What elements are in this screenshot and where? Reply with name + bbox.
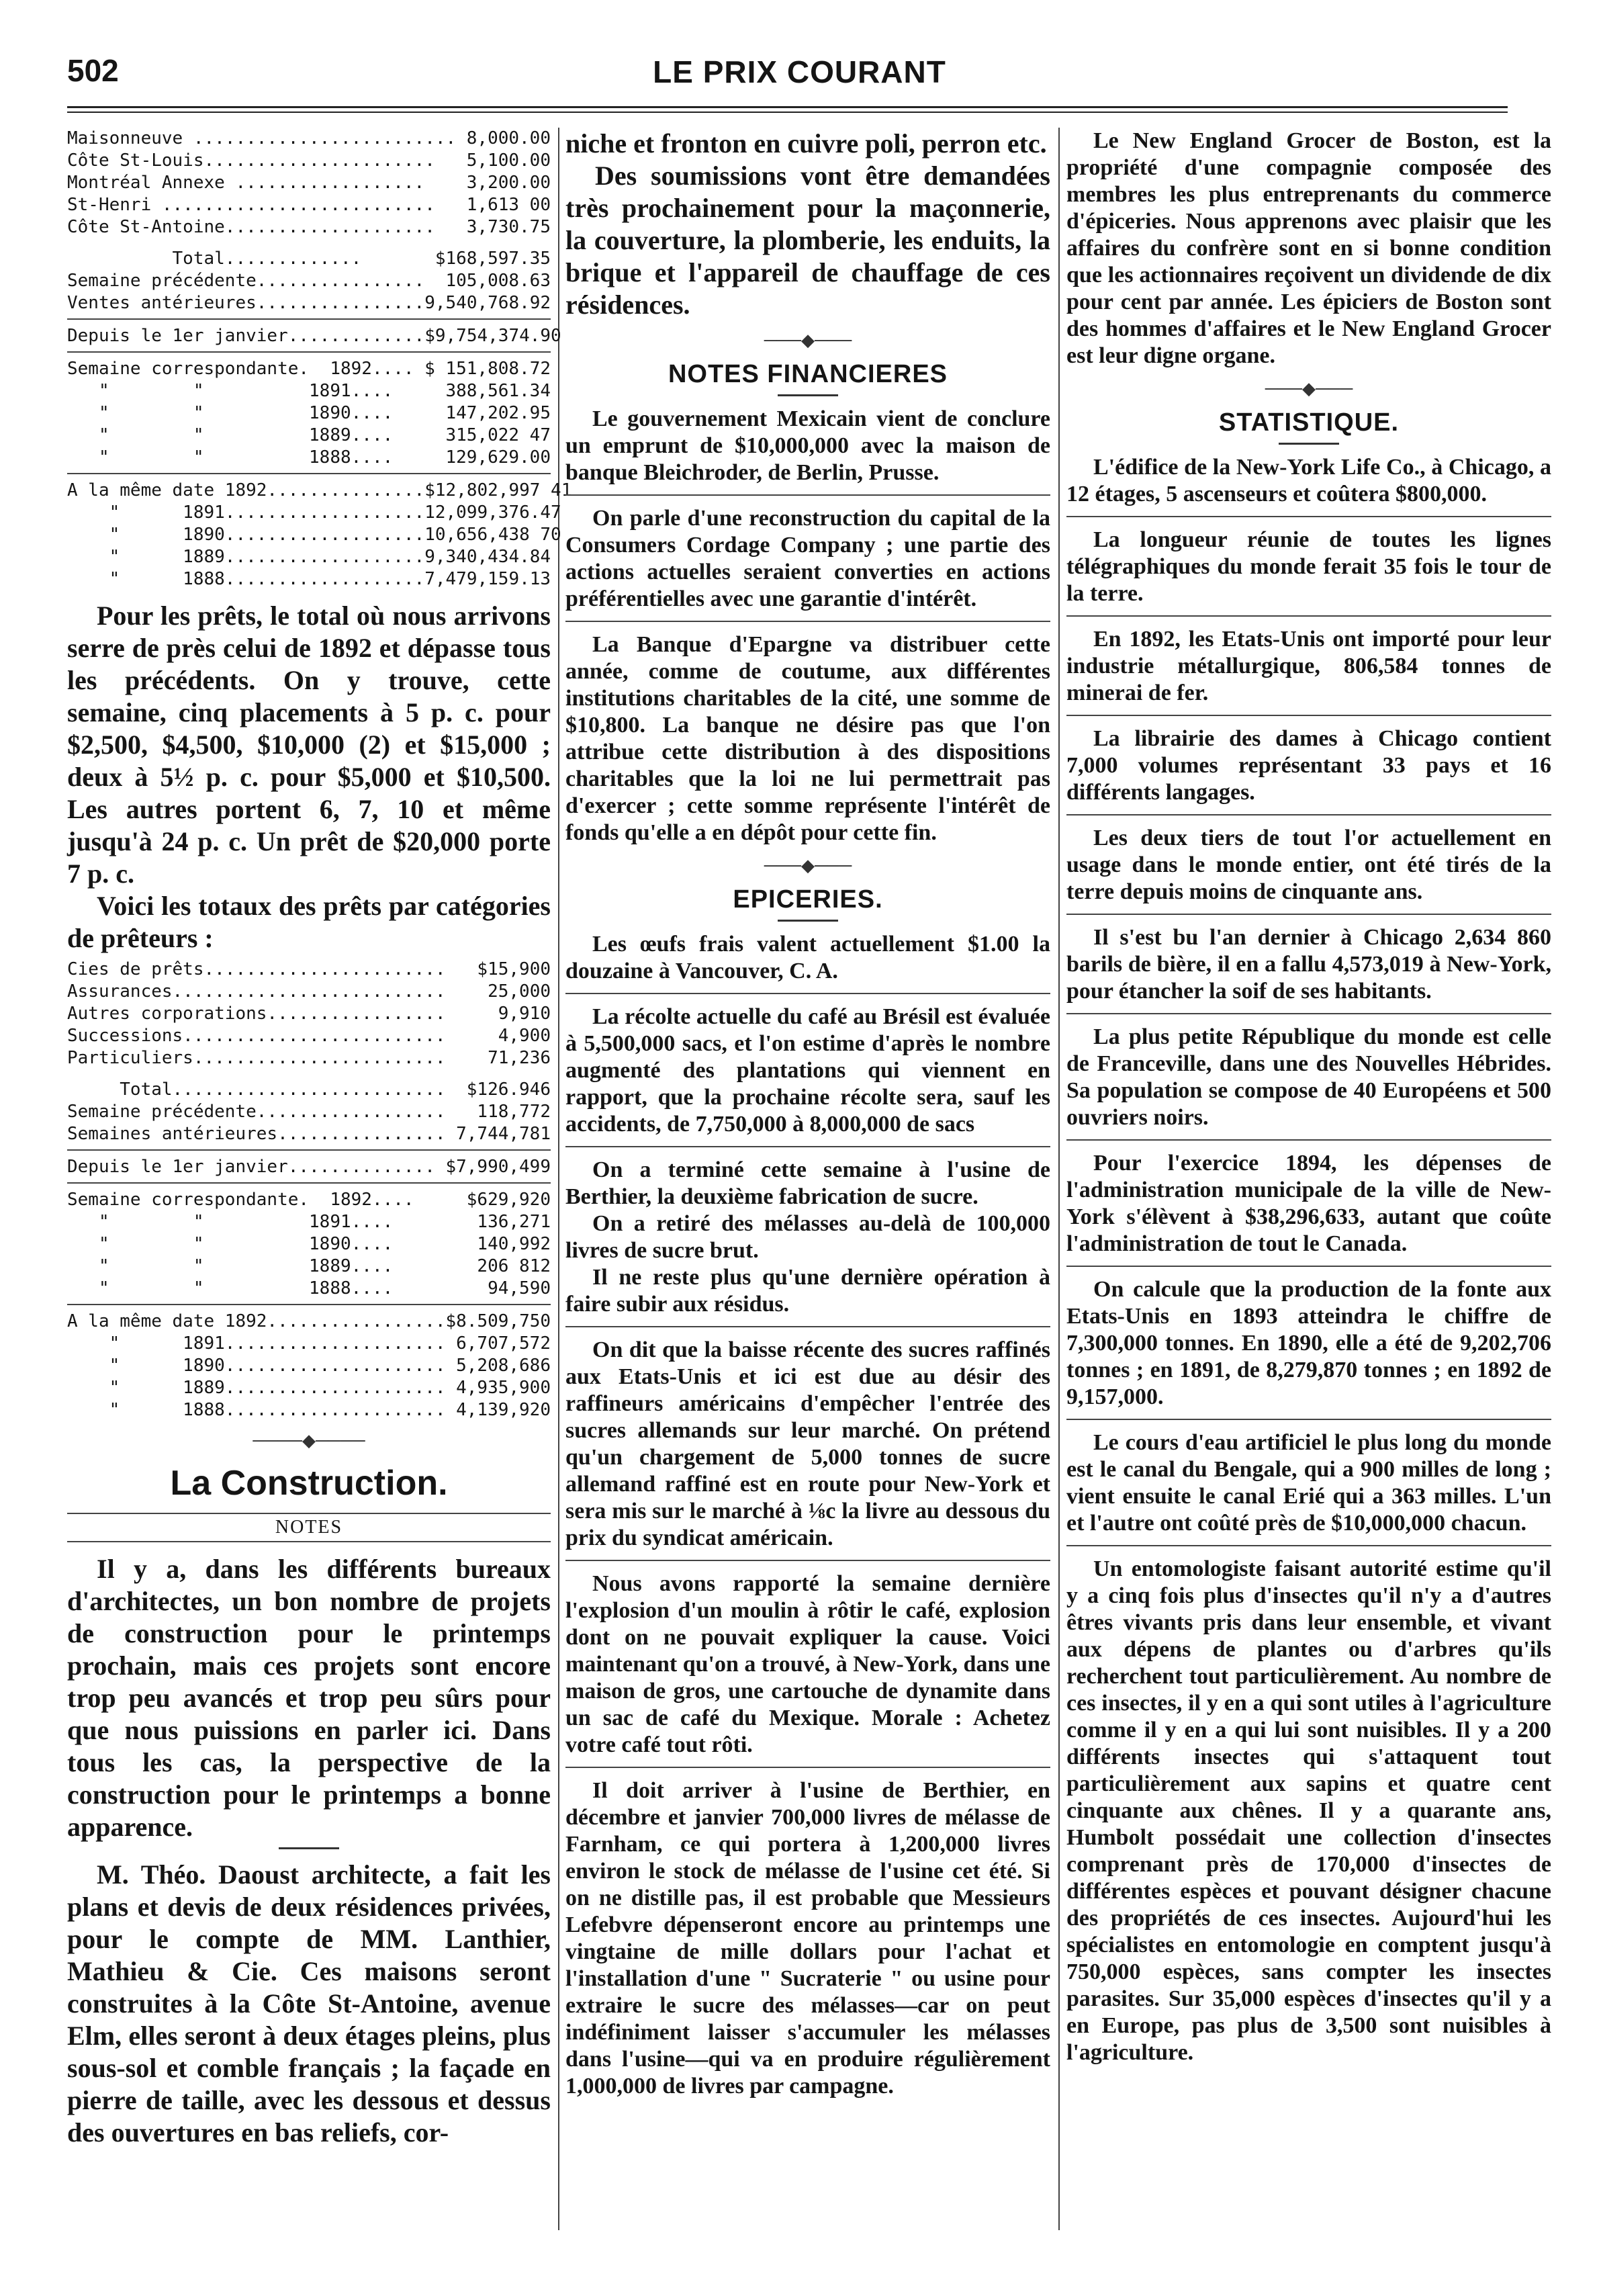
- item-separator: [565, 993, 1050, 994]
- ledger-total-row: Total............. $168,597.35: [67, 249, 551, 269]
- statistic-item: Pour l'exercice 1894, les dépenses de l'administration municipale de la ville de New-York s'élèvent à $38,296,633, autant que coûte l'administration de tout le Canada.: [1066, 1151, 1551, 1256]
- column-divider-2: [1058, 128, 1060, 2230]
- statistic-item: Le cours d'eau artificiel le plus long du monde est le canal du Bengale, qui a 900 milles de long ; vient ensuite le canal Erié qui a 363 milles. L'un et l'autre ont coûté près de $10,000,000 chacun.: [1066, 1430, 1551, 1536]
- ledger-row: Assurances.......................... 25,000: [67, 981, 551, 1002]
- ledger-row: " " 1888.... 129,629.00: [67, 447, 551, 468]
- item-separator: [1066, 615, 1551, 617]
- page-title: LE PRIX COURANT: [653, 54, 946, 89]
- construction-continued: niche et fronton en cuivre poli, perron etc.: [565, 128, 1047, 159]
- ledger-row: Montréal Annexe .................. 3,200.00: [67, 173, 551, 193]
- ledger-row: " 1888..................... 4,139,920: [67, 1400, 551, 1420]
- ledger-row: Semaine correspondante. 1892.... $ 151,808.72: [67, 359, 551, 379]
- item-separator: [1066, 1545, 1551, 1546]
- column-3: [1066, 128, 1551, 2066]
- ledger-row: " " 1891.... 136,271: [67, 1212, 551, 1232]
- construction-paragraph-2: M. Théo. Daoust architecte, a fait les plans et devis de deux résidences privées, pour le compte de MM. Lanthier, Mathieu & Cie. Ces maisons seront construites à la Côte St-Antoine, avenue Elm, elles seront à deux étages pleins, plus sous-sol et comble français ; la façade en pierre de taille, avec les dessous et dessus des ouvertures en bas reliefs, cor-: [67, 1859, 551, 2148]
- ledger-total-row: Total.......................... $126.946: [67, 1079, 551, 1100]
- ledger-row: A la même date 1892............... $12,802,997 41: [67, 480, 572, 500]
- loans-intro: Voici les totaux des prêts par catégories de prêteurs :: [67, 891, 551, 953]
- grocery-note: On a terminé cette semaine à l'usine de Berthier, la deuxième fabrication de sucre.: [565, 1157, 1050, 1209]
- ledger-row: " 1890................... 10,656,438 70: [67, 525, 561, 545]
- grocer-note: Le New England Grocer de Boston, est la propriété d'une compagnie composée des membres les plus entreprenants du commerce d'épiceries. Nous apprenons avec plaisir que les affaires du confrère sont en si bonne condition que les actionnaires reçoivent un dividende de dix pour cent par année. Les épiciers de Boston sont des hommes d'affaires et le New England Grocer est leur digne organe.: [1066, 128, 1551, 368]
- column-divider-1: [558, 128, 559, 2230]
- notes-label: NOTES: [67, 1513, 551, 1542]
- section-title-construction: La Construction.: [170, 1464, 448, 1503]
- ledger-row: " 1891................... 12,099,376.47: [67, 502, 561, 523]
- ledger-row: Autres corporations................. 9,910: [67, 1004, 551, 1024]
- loans-paragraph: Pour les prêts, le total où nous arrivons serre de près celui de 1892 et dépasse tous les précédents. On y trouve, cette semaine, cinq placements à 5 p. c. pour $2,500, $4,500, $10,000 (2) et $15,000 ; deux à 5½ p. c. pour $5,000 et $10,500. Les autres portent 6, 7, 10 et même jusqu'à 24 p. c. Un prêt de $20,000 porte 7 p. c.: [67, 601, 551, 889]
- financial-note: La Banque d'Epargne va distribuer cette année, comme de coutume, aux différentes institutions charitables de la cité, une somme de $10,800. La banque ne désire pas que l'on attribue cette distribution à des dispositions charitables que la loi ne lui permettrait pas d'exercer ; cette somme représente l'intérêt de fonds qu'elle a en dépôt pour cette fin.: [565, 632, 1050, 845]
- ledger-row: Côte St-Antoine.................... 3,730.75: [67, 217, 551, 237]
- ornament-divider: ────◆────: [253, 1431, 365, 1450]
- section-title-notes-financieres: NOTES FINANCIERES: [668, 360, 948, 388]
- ledger-row: Semaine correspondante. 1892.... $629,920: [67, 1190, 551, 1210]
- item-separator: [565, 1767, 1050, 1768]
- header-rule-top: [67, 106, 1508, 108]
- grocery-note: Il doit arriver à l'usine de Berthier, en décembre et janvier 700,000 livres de mélasse de Farnham, ce qui portera à 1,200,000 livres environ le stock de mélasse de l'usine cet été. Si on ne distille pas, il est probable que Messieurs Lefebvre dépenseront encore au printemps une vingtaine de mille dollars pour l'achat et l'installation d'une " Sucraterie " ou usine pour extraire le sucre des mélasses—car on peut indéfiniment laisser s'accumuler les mélasses dans l'usine—qui va en produire régulièrement 1,000,000 de livres par campagne.: [565, 1778, 1050, 2099]
- financial-note: On parle d'une reconstruction du capital de la Consumers Cordage Company ; une partie des actions actuelles seraient converties en actions préférentielles avec une garantie d'intérêt.: [565, 506, 1050, 611]
- statistic-item: La librairie des dames à Chicago contient 7,000 volumes représentant 33 pays et 16 différents langages.: [1066, 726, 1551, 805]
- short-rule: [778, 394, 838, 396]
- header-rule-bottom: [67, 112, 1508, 113]
- ledger-row: " " 1891.... 388,561.34: [67, 381, 551, 401]
- ledger1-rows: [67, 128, 551, 238]
- grocery-note: On a retiré des mélasses au-delà de 100,000 livres de sucre brut.: [565, 1211, 1050, 1263]
- item-separator: [1066, 814, 1551, 815]
- statistic-item: Les deux tiers de tout l'or actuellement en usage dans le monde entier, ont été tirés de la terre depuis moins de cinquante ans.: [1066, 826, 1551, 904]
- item-separator: [565, 1326, 1050, 1327]
- column-2: [565, 128, 1050, 2100]
- financial-note: Le gouvernement Mexicain vient de conclure un emprunt de $10,000,000 avec la maison de banque Bleichroder, de Berlin, Prusse.: [565, 406, 1050, 485]
- ledger-row: " 1890..................... 5,208,686: [67, 1356, 551, 1376]
- ledger-row: Particuliers........................ 71,236: [67, 1048, 551, 1068]
- ledger-row: A la même date 1892................. $8.509,750: [67, 1311, 551, 1331]
- loans-ledger: [67, 959, 551, 1421]
- item-separator: [1066, 1266, 1551, 1267]
- ledger-row: Ventes antérieures................ 9,540,768.92: [67, 293, 551, 313]
- short-rule: [778, 920, 838, 922]
- ledger-row: " " 1889.... 206 812: [67, 1256, 551, 1276]
- item-separator: [1066, 516, 1551, 517]
- statistic-item: Il s'est bu l'an dernier à Chicago 2,634 860 barils de bière, il en a fallu 4,573,019 à New-York, pour étancher la soif de ses habitants.: [1066, 925, 1551, 1004]
- ledger-row: Semaines antérieures................ 7,744,781: [67, 1124, 551, 1144]
- ledger-row: St-Henri .......................... 1,613 00: [67, 195, 551, 215]
- grocery-note: Nous avons rapporté la semaine dernière l'explosion d'un moulin à rôtir le café, explosion dont on ne pouvait expliquer la cause. Voici maintenant qu'on a trouvé, à New-York, dans une maison de gros, une cartouche de dynamite dans un sac de café du Mexique. Morale : Achetez votre café tout rôti.: [565, 1571, 1050, 1757]
- grocery-note: Il ne reste plus qu'une dernière opération à faire subir aux résidus.: [565, 1265, 1050, 1317]
- statistic-item: L'édifice de la New-York Life Co., à Chicago, a 12 étages, 5 ascenseurs et coûtera $800,000.: [1066, 455, 1551, 506]
- ledger-row: " 1889................... 9,340,434.84: [67, 547, 551, 567]
- item-separator: [565, 1560, 1050, 1561]
- sales-ledger: [67, 128, 572, 590]
- ornament-divider: ───◆───: [764, 330, 852, 350]
- ledger-row: Semaine précédente.................. 118,772: [67, 1102, 551, 1122]
- item-separator: [1066, 715, 1551, 716]
- item-separator: [1066, 1419, 1551, 1420]
- ledger-since-row: Depuis le 1er janvier............. $9,754,374.90: [67, 326, 561, 346]
- statistic-item: Un entomologiste faisant autorité estime qu'il y a cinq fois plus d'insectes qu'il n'y a d'autres êtres vivants pris dans leur ensemble, et vivant aux dépens de plantes ou d'arbres qu'ils recherchent tout particulièrement. Au nombre de ces insectes, il y en a qui sont utiles à l'agriculture comme il y en a qui lui sont nuisibles. Il y a 200 différents insectes qui s'attaquent tout particulièrement aux sapins et quatre cent cinquante aux chênes. Il y a quarante ans, Humbolt possédait une collection d'insectes comprenant près de 170,000 d'insectes de différentes espèces et pouvant désigner chacune des propriétés de ces insectes. Aujourd'hui les spécialistes en entomologie en comptent jusqu'à 750,000 espèces, sans compter les insectes parasites. Sur 35,000 espèces d'insectes qu'il y a en Europe, pas plus de 3,500 sont nuisibles à l'agriculture.: [1066, 1556, 1551, 2065]
- ornament-divider: ───◆───: [764, 856, 852, 875]
- tenders-paragraph: Des soumissions vont être demandées très prochainement pour la maçonnerie, la couverture, la plomberie, les enduits, la brique et l'appareil de chauffage de ces résidences.: [565, 161, 1050, 320]
- grocery-note: On dit que la baisse récente des sucres raffinés aux Etats-Unis et ici est due au désir des raffineurs américains d'empêcher l'entrée des sucres allemands sur leur marché. On prétend qu'un chargement de 5,000 tonnes de sucre allemand raffiné est en route pour New-York et sera mis sur le marché à ⅛c la livre au dessous du prix du syndicat américain.: [565, 1337, 1050, 1550]
- short-rule: [279, 1847, 339, 1849]
- ledger-row: " " 1888.... 94,590: [67, 1278, 551, 1298]
- statistic-item: En 1892, les Etats-Unis ont importé pour leur industrie métallurgique, 806,584 tonnes de minerai de fer.: [1066, 627, 1551, 705]
- ledger-row: " 1889..................... 4,935,900: [67, 1378, 551, 1398]
- ledger-row: Successions......................... 4,900: [67, 1026, 551, 1046]
- page-number: 502: [67, 53, 119, 88]
- item-separator: [1066, 1013, 1551, 1014]
- ledger-since-row: Depuis le 1er janvier.............. $7,990,499: [67, 1157, 551, 1177]
- item-separator: [1066, 1139, 1551, 1141]
- statistic-item: La plus petite République du monde est celle de Franceville, dans une des Nouvelles Hébrides. Sa population se compose de 40 Européens et 500 ouvriers noirs.: [1066, 1024, 1551, 1130]
- ledger-row: " " 1890.... 147,202.95: [67, 403, 551, 423]
- ledger-row: Côte St-Louis...................... 5,100.00: [67, 150, 551, 171]
- short-rule: [1279, 443, 1339, 445]
- ledger-row: " 1891..................... 6,707,572: [67, 1333, 551, 1354]
- grocery-note: Les œufs frais valent actuellement $1.00 la douzaine à Vancouver, C. A.: [565, 932, 1050, 983]
- section-title-statistique: STATISTIQUE.: [1218, 408, 1400, 437]
- item-separator: [1066, 914, 1551, 915]
- ledger-row: " " 1889.... 315,022 47: [67, 425, 551, 445]
- ledger-row: " 1888................... 7,479,159.13: [67, 569, 551, 589]
- grocery-note: La récolte actuelle du café au Brésil est évaluée à 5,500,000 sacs, et l'on estime d'après le nombre augmenté des plantations qui viennent en rapport, que la prochaine récolte sera, sauf les accidents, de 7,750,000 à 8,000,000 de sacs: [565, 1004, 1050, 1137]
- statistic-item: On calcule que la production de la fonte aux Etats-Unis en 1893 atteindra le chiffre de 7,300,000 tonnes. En 1890, elle a été de 9,202,706 tonnes ; en 1891, de 8,279,870 tonnes ; en 1892 de 9,157,000.: [1066, 1277, 1551, 1409]
- construction-paragraph-1: Il y a, dans les différents bureaux d'architectes, un bon nombre de projets de construction pour le printemps prochain, mais ces projets sont encore trop peu avancés et trop peu sûrs pour que nous puissions en parler ici. Dans tous les cas, la perspective de la construction pour le printemps a bonne apparence.: [67, 1554, 551, 1842]
- ledger-row: Cies de prêts....................... $15,900: [67, 959, 551, 979]
- item-separator: [565, 494, 1050, 496]
- statistic-item: La longueur réunie de toutes les lignes télégraphiques du monde ferait 35 fois le tour de la terre.: [1066, 527, 1551, 606]
- ledger-row: Semaine précédente................ 105,008.63: [67, 271, 551, 291]
- section-title-epiceries: EPICERIES.: [733, 885, 883, 914]
- ledger-row: Maisonneuve ......................... 8,000.00: [67, 128, 551, 148]
- item-separator: [565, 1146, 1050, 1147]
- column-1: [67, 128, 572, 2149]
- ornament-divider: ───◆───: [1265, 379, 1353, 398]
- ledger-row: " " 1890.... 140,992: [67, 1234, 551, 1254]
- item-separator: [565, 621, 1050, 622]
